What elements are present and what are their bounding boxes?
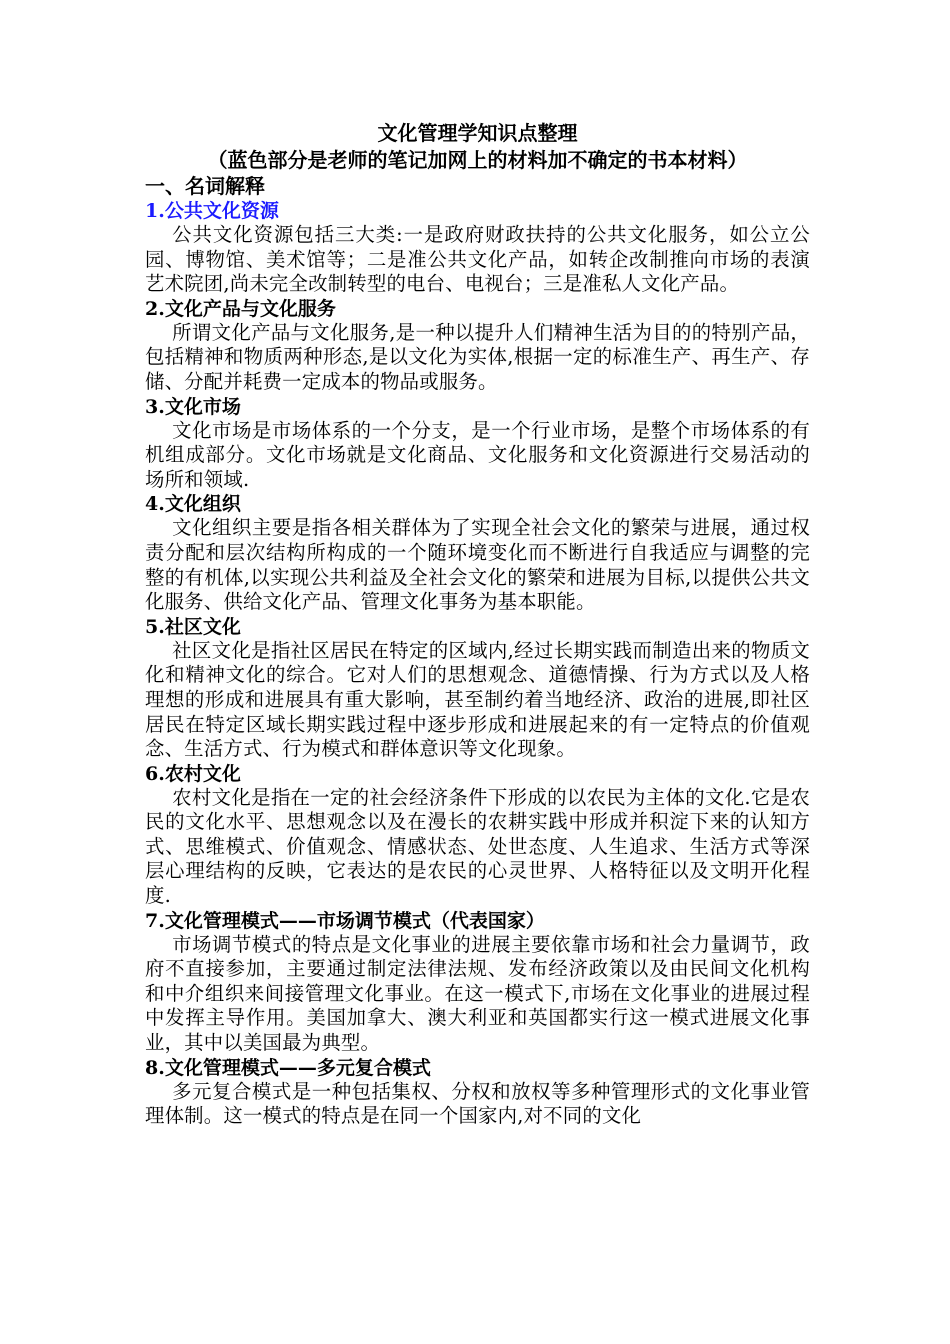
term-entry — [145, 199, 810, 297]
term-heading: 4.文化组织 — [145, 493, 241, 516]
term-entry — [145, 297, 810, 395]
term-heading: 3.文化市场 — [145, 395, 241, 418]
term-entry — [145, 762, 810, 909]
term-heading: 8.文化管理模式——多元复合模式 — [145, 1056, 431, 1079]
term-heading: 1.公共文化资源 — [145, 200, 279, 222]
term-heading: 2.文化产品与文化服务 — [145, 297, 336, 320]
term-entry — [145, 615, 810, 762]
document-page — [145, 120, 810, 1129]
term-body: 文化市场是市场体系的一个分支，是一个行业市场，是整个市场体系的有机组成部分。文化市场就是文化商品、文化服务和文化资源进行交易活动的场所和领域. — [145, 418, 810, 491]
term-body: 所谓文化产品与文化服务,是一种以提升人们精神生活为目的的特别产品，包括精神和物质两种形态,是以文化为实体,根据一定的标准生产、再生产、存储、分配并耗费一定成本的物品或服务。 — [145, 320, 810, 393]
term-body: 市场调节模式的特点是文化事业的进展主要依靠市场和社会力量调节，政府不直接参加，主要通过制定法律法规、发布经济政策以及由民间文化机构和中介组织来间接管理文化事业。在这一模式下,市场在文化事业的进展过程中发挥主导作用。美国加拿大、澳大利亚和英国都实行这一模式进展文化事业，其中以美国最为典型。 — [145, 932, 810, 1055]
term-body: 农村文化是指在一定的社会经济条件下形成的以农民为主体的文化.它是农民的文化水平、思想观念以及在漫长的农耕实践中形成并积淀下来的认知方式、思维模式、价值观念、情感状态、处世态度、人生追求、生活方式等深层心理结构的反映，它表达的是农民的心灵世界、人格特征以及文明开化程度. — [145, 785, 810, 908]
term-heading: 5.社区文化 — [145, 615, 241, 638]
term-entry — [145, 1056, 810, 1129]
term-heading: 6.农村文化 — [145, 762, 241, 785]
term-entry — [145, 395, 810, 493]
document-title: 文化管理学知识点整理 — [377, 121, 578, 145]
term-heading: 7.文化管理模式——市场调节模式（代表国家） — [145, 909, 545, 932]
term-entry — [145, 492, 810, 614]
term-body: 文化组织主要是指各相关群体为了实现全社会文化的繁荣与进展，通过权责分配和层次结构所构成的一个随环境变化而不断进行自我适应与调整的完整的有机体,以实现公共利益及全社会文化的繁荣和进展为目标,以提供公共文化服务、供给文化产品、管理文化事务为基本职能。 — [145, 516, 810, 614]
section-heading: 一、名词解释 — [145, 174, 265, 198]
term-body: 社区文化是指社区居民在特定的区域内,经过长期实践而制造出来的物质文化和精神文化的综合。它对人们的思想观念、道德情操、行为方式以及人格理想的形成和进展具有重大影响，甚至制约着当地经济、政治的进展,即社区居民在特定区域长期实践过程中逐步形成和进展起来的有一定特点的价值观念、生活方式、行为模式和群体意识等文化现象。 — [145, 638, 810, 761]
term-entry — [145, 909, 810, 1056]
term-body: 公共文化资源包括三大类:一是政府财政扶持的公共文化服务，如公立公园、博物馆、美术馆等；二是准公共文化产品，如转企改制推向市场的表演艺术院团,尚未完全改制转型的电台、电视台；三是准私人文化产品。 — [145, 223, 810, 296]
term-body: 多元复合模式是一种包括集权、分权和放权等多种管理形式的文化事业管理体制。这一模式的特点是在同一个国家内,对不同的文化 — [145, 1079, 810, 1128]
document-subtitle: （蓝色部分是老师的笔记加网上的材料加不确定的书本材料） — [207, 148, 748, 172]
